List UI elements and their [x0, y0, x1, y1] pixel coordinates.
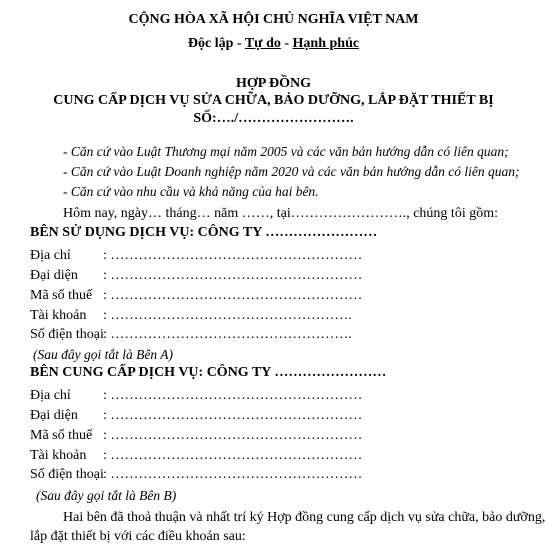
field-label: Đại diện [30, 408, 78, 423]
contract-subtitle: CUNG CẤP DỊCH VỤ SỬA CHỮA, BẢO DƯỠNG, LẮP ĐẶT THIẾT BỊ [53, 93, 494, 108]
field-label: Mã số thuế [30, 428, 93, 443]
agreement-line-1: Hai bên đã thoả thuận và nhất trí ký Hợp đồng cung cấp dịch vụ sửa chữa, bảo dưỡng, [63, 510, 546, 525]
field-value: : ……………………………………………… [103, 428, 363, 443]
party-b-representative-row [30, 408, 362, 424]
party-a-account-row [30, 308, 352, 324]
field-label: Tài khoản [30, 448, 87, 463]
party-a-heading: BÊN SỬ DỤNG DỊCH VỤ: CÔNG TY …………………… [30, 225, 378, 240]
field-label: Tài khoản [30, 308, 87, 323]
field-value: : ……………………………………………… [103, 448, 363, 463]
field-label: Số điện thoại [30, 327, 104, 342]
motto-separator-2: - [280, 36, 293, 51]
party-a-representative-row [30, 268, 362, 284]
field-label: Địa chỉ [30, 248, 71, 263]
party-b-heading: BÊN CUNG CẤP DỊCH VỤ: CÔNG TY …………………… [30, 365, 387, 380]
party-a-tax-code-row [30, 288, 362, 304]
agreement-line-2: lắp đặt thiết bị với các điều khoản sau: [30, 529, 246, 544]
field-value: : ……………………………………………… [103, 467, 363, 482]
motto-part-3: Hạnh phúc [292, 36, 360, 51]
field-value: : ……………………………………………… [103, 408, 363, 423]
field-value: : ……………………………………………… [103, 388, 363, 403]
party-b-note: (Sau đây gọi tắt là Bên B) [36, 488, 177, 503]
field-label: Đại diện [30, 268, 78, 283]
motto-part-1: Độc lập [187, 36, 234, 51]
country-name: CỘNG HÒA XÃ HỘI CHỦ NGHĨA VIỆT NAM [128, 12, 419, 27]
field-label: Số điện thoại [30, 467, 104, 482]
national-motto [0, 36, 547, 52]
party-b-account-row [30, 448, 362, 464]
motto-separator-1: - [233, 36, 245, 51]
party-b-tax-code-row [30, 428, 362, 444]
field-value: : ……………………………………………… [103, 248, 363, 263]
field-label: Địa chỉ [30, 388, 71, 403]
party-a-address-row [30, 248, 362, 264]
field-value: : ……………………………………………… [103, 268, 363, 283]
field-label: Mã số thuế [30, 288, 93, 303]
contract-number: SỐ:…./……………………. [193, 111, 354, 126]
party-a-note: (Sau đây gọi tắt là Bên A) [33, 347, 173, 362]
legal-basis-needs: - Căn cứ vào nhu cầu và khả năng của hai bên. [63, 184, 319, 199]
party-b-address-row [30, 388, 362, 404]
intro-line: Hôm nay, ngày… tháng… năm ……, tại……………………., chúng tôi gồm: [63, 206, 498, 221]
field-value: : ……………………………………………… [103, 288, 363, 303]
party-b-phone-row [30, 467, 362, 483]
legal-basis-commercial-law: - Căn cứ vào Luật Thương mại năm 2005 và các văn bản hướng dẫn có liên quan; [63, 144, 509, 159]
legal-basis-enterprise-law: - Căn cứ vào Luật Doanh nghiệp năm 2020 và các văn bản hướng dẫn có liên quan; [63, 164, 520, 179]
field-value: : ……………………………………………. [103, 308, 352, 323]
field-value: : ……………………………………………. [103, 327, 352, 342]
contract-title: HỢP ĐỒNG [235, 76, 312, 91]
motto-part-2: Tự do [244, 36, 281, 51]
party-a-phone-row [30, 327, 352, 343]
